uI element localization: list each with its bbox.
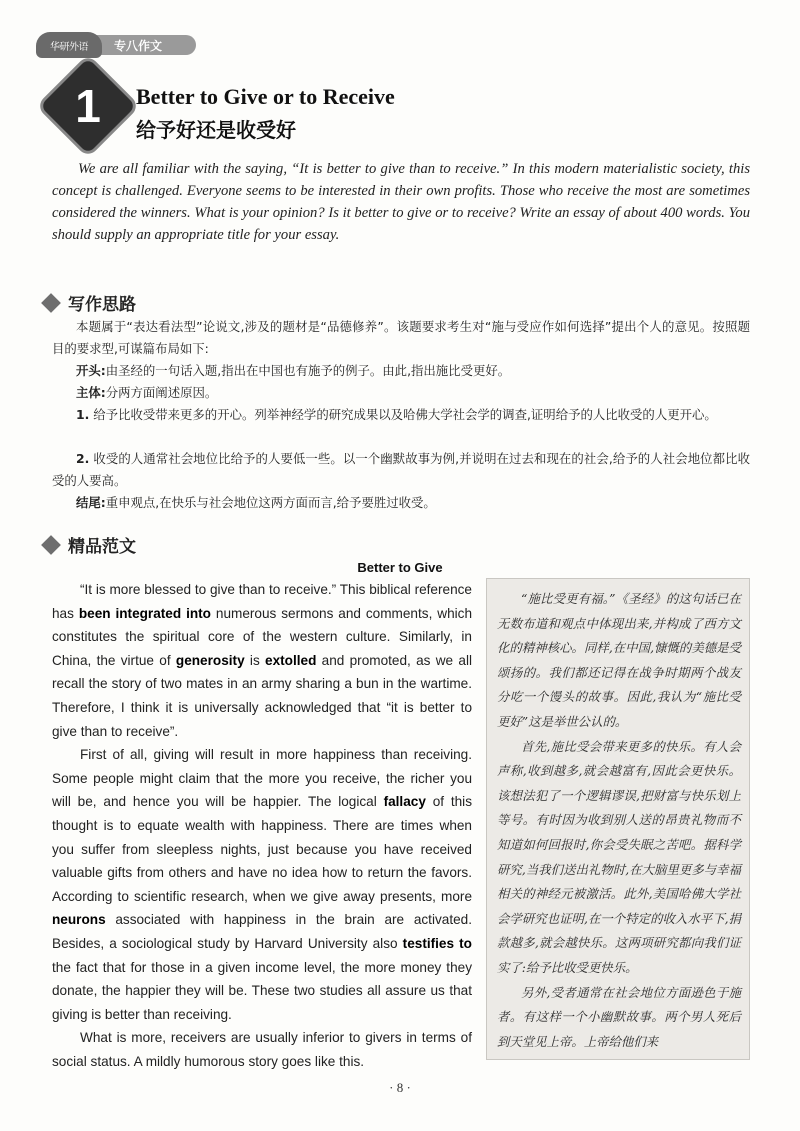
essay-prompt: We are all familiar with the saying, “It is better to give than to receive.” In this modern materialistic society, this concept is challenged. Everyone seems to be interested in their own profits. Those who receive the most are sometimes considered the winners. What is your opinion? Is it better to give or to receive? Write an essay of about 400 words. You should supply an appropriate title for your essay. [52, 161, 750, 243]
outline-intro: 本题属于“表达看法型”论说文,涉及的题材是“品德修养”。该题要求考生对“施与受应作如何选择”提出个人的意见。按照题目的要求型,可谋篇布局如下: [52, 319, 750, 356]
section-title-outline: 写作思路 [68, 295, 136, 315]
section-title-model: 精品范文 [68, 537, 136, 557]
text-run: the fact that for those in a given income level, the more money they donate, the happier they will be. These two studies all assure us that giving is better than receiving. [52, 959, 472, 1022]
logo-text: 华研外语 [50, 41, 88, 53]
model-essay-title: Better to Give [357, 560, 443, 575]
outline-closing-text: 重申观点,在快乐与社会地位这两方面而言,给予要胜过收受。 [105, 495, 436, 510]
chinese-translation-box [486, 578, 750, 1060]
text-run: “It is more blessed to give than to receive.” This biblical reference has [52, 582, 472, 621]
section-head-outline [42, 290, 136, 315]
text-run: numerous sermons and comments, which constitutes the spiritual core of the western culture. Similarly, in China, the virtue of [52, 605, 473, 668]
key-phrase: extolled [265, 652, 317, 668]
text-run: associated with happiness in the brain are activated. Besides, a sociological study by Harvard University also [52, 912, 472, 951]
series-tab [96, 35, 196, 55]
chapter-number: 1 [75, 80, 101, 132]
outline-point-2-text: 收受的人通常社会地位比给予的人要低一些。以一个幽默故事为例,并说明在过去和现在的社会,给予的人社会地位都比收受的人要高。 [52, 451, 750, 488]
outline-point-2 [52, 448, 750, 492]
translation-paragraph-3: 另外,受者通常在社会地位方面逊色于施者。有这样一个小幽默故事。两个男人死后到天堂见上帝。上帝给他们来 [497, 984, 741, 1049]
text-run: of this thought is to equate wealth with happiness. There are times when you suffer from sleepless nights, just because you have received valuable gifts from others and have no idea how to return the favors. According to scientific research, when we give away presents, more [52, 794, 472, 904]
essay-paragraph-3: What is more, receivers are usually inferior to givers in terms of social status. A mildly humorous story goes like this. [52, 1030, 472, 1069]
section-head-model [42, 532, 136, 557]
publisher-logo [36, 32, 102, 58]
diamond-bullet-icon [41, 293, 61, 313]
outline-point-1 [52, 404, 750, 426]
page-number: · 8 · [389, 1080, 411, 1095]
model-essay-english [52, 578, 472, 1073]
text-run: First of all, giving will result in more happiness than receiving. Some people might claim that the more you receive, the richer you will be, and hence you will be happier. The logical [52, 747, 472, 810]
essay-paragraph-1 [52, 578, 472, 743]
outline-opening [52, 360, 750, 382]
outline-opening-label: 开头: [76, 363, 106, 378]
outline-body [52, 382, 750, 404]
outline-opening-text: 由圣经的一句话入题,指出在中国也有施予的例子。由此,指出施比受更好。 [105, 363, 511, 378]
title-english: Better to Give or to Receive [136, 84, 395, 109]
outline-closing-label: 结尾: [76, 495, 106, 510]
key-phrase: fallacy [383, 794, 426, 810]
title-chinese: 给予好还是收受好 [136, 118, 296, 142]
key-phrase: neurons [52, 912, 106, 928]
outline-point-2-label: 2. [76, 451, 90, 466]
key-phrase: testifies to [402, 935, 472, 951]
key-phrase: been integrated into [78, 605, 211, 621]
series-label: 专八作文 [114, 38, 163, 53]
outline-body-text: 分两方面阐述原因。 [105, 385, 218, 400]
outline-body-label: 主体: [76, 385, 106, 400]
key-phrase: generosity [175, 652, 245, 668]
text-run: and promoted, as we all recall the story of two mates in an army sharing a bun in the wartime. Therefore, I think it is universally acknowledged that “it is better to give than to receive”. [52, 652, 472, 739]
series-header [36, 32, 163, 58]
translation-paragraph-2: 首先,施比受会带来更多的快乐。有人会声称,收到越多,就会越富有,因此会更快乐。该想法犯了一个逻辑谬误,把财富与快乐划上等号。有时因为收到别人送的昂贵礼物而不知道如何回报时,你会受失眠之苦吧。据科学研究,当我们送出礼物时,在大脑里更多与幸福相关的神经元被激活。此外,美国哈佛大学社会学研究也证明,在一个特定的收入水平下,捐款越多,就会越快乐。这两项研究都向我们证实了:给予比收受更快乐。 [497, 738, 741, 975]
outline-point-1-label: 1. [76, 407, 90, 422]
essay-paragraph-2 [52, 743, 472, 1026]
translation-paragraph-1: “施比受更有福。”《圣经》的这句话已在无数布道和观点中体现出来,并构成了西方文化的精神核心。同样,在中国,慷慨的美德是受颂扬的。我们都还记得在战争时期两个战友分吃一个馒头的故事。因此,我认为“施比受更好”这是举世公认的。 [497, 591, 741, 729]
text-run: is [244, 652, 266, 668]
outline-closing [52, 492, 750, 514]
diamond-bullet-icon [41, 535, 61, 555]
outline-point-1-text: 给予比收受带来更多的开心。列举神经学的研究成果以及哈佛大学社会学的调查,证明给予的人比收受的人更开心。 [93, 407, 717, 422]
